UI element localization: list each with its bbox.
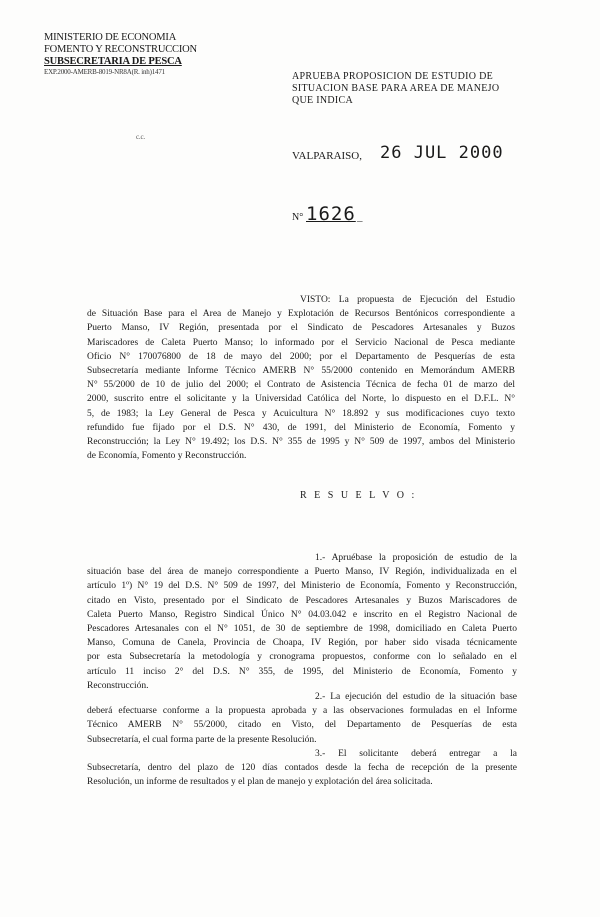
dateline-city: VALPARAISO, xyxy=(292,150,362,162)
point1-line: Manso, Comuna de Canela, Provincia de Choapa, IV Región, por haber sido visada técnicamente xyxy=(87,638,517,649)
visto-line: VISTO: La propuesta de Ejecución del Estudio xyxy=(300,295,515,305)
ministry-header xyxy=(44,32,197,143)
point1-line: 1.- Apruébase la proposición de estudio de la xyxy=(315,553,517,563)
file-reference: EXP.2000-AMERB-8019-NR8A(R. inh)1471 xyxy=(44,68,165,76)
point1-line: artículo 1º) N° 19 del D.S. N° 509 de 1997, del Ministerio de Economía, Fomento y Reconstrucción, xyxy=(87,581,517,592)
visto-line: N° 55/2000 de 10 de julio del 2000; el Contrato de Asistencia Técnica de fecha 01 de marzo del xyxy=(87,380,515,391)
point3-line: 3.- El solicitante deberá entregar a la xyxy=(315,749,517,759)
visto-line: Reconstrucción; la Ley N° 19.492; los D.S. N° 355 de 1995 y N° 509 de 1997, ambos del Ministerio xyxy=(87,437,515,448)
point1-line: Pescadores Artesanales con el N° 1051, de 30 de septiembre de 1998, domiciliado en Caleta Puerto xyxy=(87,624,517,635)
visto-line: 2000, suscrito entre el solicitante y la Universidad Católica del Norte, lo dispuesto en el D.F.L. N° xyxy=(87,394,515,405)
visto-line: de Situación Base para el Area de Manejo y Explotación de Recursos Bentónicos correspondiente a xyxy=(87,309,515,320)
visto-paragraph xyxy=(87,293,515,463)
point1-line: artículo 11 inciso 2° del D.S. N° 355, de 1995, del Ministerio de Economía, Fomento y xyxy=(87,666,517,677)
point2-line: Técnico AMERB N° 55/2000, citado en Visto, del Departamento de Pesquerías de esta xyxy=(87,720,517,731)
point3-line: Subsecretaría, dentro del plazo de 120 días contados desde la fecha de recepción de la presente xyxy=(87,763,517,774)
point1-line: Reconstrucción. xyxy=(87,680,149,691)
resolution-number: 1626 xyxy=(306,203,356,225)
point3-line: Resolución, un informe de resultados y el plan de manejo y explotación del área solicitada. xyxy=(87,777,433,788)
point2-line: 2.- La ejecución del estudio de la situación base xyxy=(315,692,517,702)
visto-line: refundido fue fijado por el D.S. N° 430, de 1991, del Ministerio de Economía, Fomento y xyxy=(87,422,515,433)
resolution-point-1 xyxy=(87,551,517,693)
resolution-number-underline: _ xyxy=(357,211,363,223)
point1-line: Caleta Puerto Manso, Registro Sindical Único N° 04.03.042 e inscrito en el Registro Nacional de xyxy=(87,609,517,620)
ministry-subtitle: FOMENTO Y RECONSTRUCCION xyxy=(44,44,197,55)
visto-line: 5, de 1983; la Ley General de Pesca y Acuicultura N° 18.892 y sus modificaciones cuyo texto xyxy=(87,408,515,419)
point1-line: situación base del área de manejo correspondiente a Puerto Manso, IV Región, individualizada en el xyxy=(87,567,517,578)
margin-mark: c.c. xyxy=(136,133,145,141)
visto-line: Puerto Manso, IV Región, presentada por el Sindicato de Pescadores Artesanales y Buzos xyxy=(87,323,515,334)
resolution-number-prefix: N° xyxy=(292,212,304,223)
date-stamp: 26 JUL 2000 xyxy=(380,143,504,163)
ministry-name: MINISTERIO DE ECONOMIA xyxy=(44,32,177,43)
point2-line: Subsecretaría, el cual forma parte de la presente Resolución. xyxy=(87,734,317,745)
resolution-point-2 xyxy=(87,690,517,747)
resolution-point-3 xyxy=(87,747,517,790)
visto-line: Oficio N° 170076800 de 18 de mayo del 2000; por el Departamento de Pesquerías de esta xyxy=(87,351,515,362)
subsecretaria-name: SUBSECRETARIA DE PESCA xyxy=(44,56,182,67)
point2-line: deberá efectuarse conforme a la propuesta aprobada y a las observaciones formuladas en el Informe xyxy=(87,706,517,717)
point1-line: citado en Visto, presentado por el Sindicato de Pescadores Artesanales y Buzos Mariscadores de xyxy=(87,595,517,606)
visto-line: Subsecretaría mediante Informe Técnico AMERB N° 55/2000 contenido en Memorándum AMERB xyxy=(87,366,515,377)
resuelvo-heading: R E S U E L V O : xyxy=(300,490,417,501)
point1-line: por esta Subsecretaría la metodología y cronograma propuestos, conforme con lo señalado en el xyxy=(87,652,517,663)
visto-line: de Economía, Fomento y Reconstrucción. xyxy=(87,451,247,462)
visto-line: Mariscadores de Caleta Puerto Manso; lo informado por el Servicio Nacional de Pesca mediante xyxy=(87,337,515,348)
document-subject: APRUEBA PROPOSICION DE ESTUDIO DE SITUACION BASE PARA AREA DE MANEJO QUE INDICA xyxy=(292,71,500,106)
